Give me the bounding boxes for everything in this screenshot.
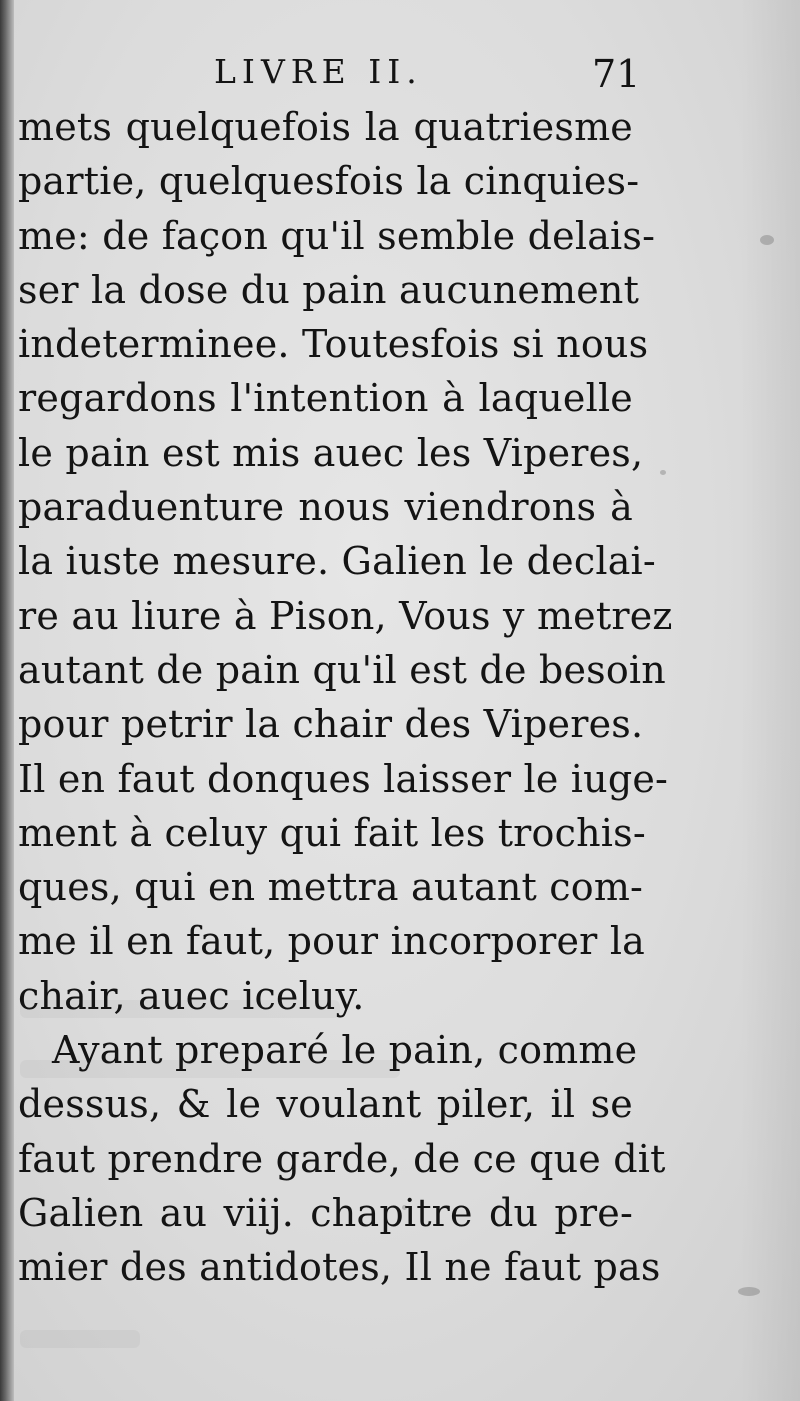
text-line: la iuste mesure. Galien le declai-	[18, 539, 656, 584]
paragraph-start-line: Ayant preparé le pain, comme	[52, 1028, 638, 1073]
text-line: mier des antidotes, Il ne faut pas	[18, 1245, 661, 1290]
text-line: pour petrir la chair des Viperes.	[18, 702, 644, 747]
body-text	[18, 100, 673, 1295]
text-line: chair, auec iceluy.	[18, 973, 365, 1018]
text-line: faut prendre garde, de ce que dit	[18, 1136, 666, 1181]
text-line: le pain est mis auec les Viperes,	[18, 430, 644, 475]
text-line: me il en faut, pour incorporer la	[18, 919, 646, 964]
ink-speck	[760, 235, 774, 245]
page-number: 71	[592, 52, 641, 96]
page-header	[0, 52, 800, 102]
text-line: mets quelquefois la quatriesme	[18, 105, 633, 149]
ink-speck	[660, 470, 666, 475]
text-line: partie, quelquesfois la cinquies-	[18, 159, 640, 204]
text-line: indeterminee. Toutesfois si nous	[18, 322, 649, 367]
text-line: dessus, & le voulant piler, il se	[18, 1082, 633, 1127]
show-through	[20, 1330, 140, 1348]
text-line: autant de pain qu'il est de besoin	[18, 647, 666, 692]
text-line: ment à celuy qui fait les trochis-	[18, 810, 646, 855]
page-shadow	[740, 0, 800, 1401]
text-line: Il en faut donques laisser le iuge-	[18, 756, 669, 801]
text-line: Galien au viij. chapitre du pre-	[18, 1190, 633, 1235]
ink-speck	[738, 1287, 760, 1296]
page-gutter-edge	[0, 0, 14, 1401]
text-line: me: de façon qu'il semble delais-	[18, 213, 656, 258]
text-line: ques, qui en mettra autant com-	[18, 865, 644, 910]
running-head: LIVRE II.	[214, 52, 423, 91]
text-line: ser la dose du pain aucunement	[18, 267, 640, 312]
text-line: regardons l'intention à laquelle	[18, 376, 633, 421]
text-line: paraduenture nous viendrons à	[18, 485, 633, 530]
text-line: re au liure à Pison, Vous y metrez	[18, 593, 673, 638]
